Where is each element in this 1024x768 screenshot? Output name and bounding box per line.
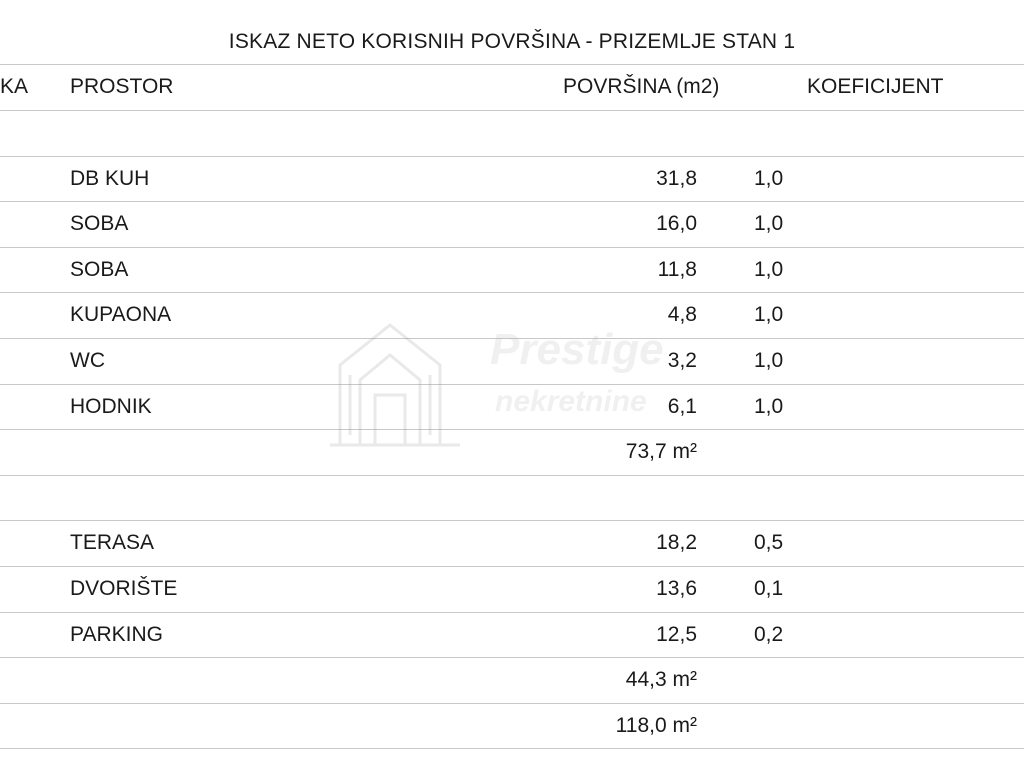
house-building-icon [330, 305, 470, 455]
koeficijent-cell: 1,0 [754, 303, 784, 326]
header-oznaka: KA [0, 75, 29, 98]
header-povrsina: POVRŠINA (m2) [563, 75, 720, 98]
table-divider [0, 338, 1024, 339]
koeficijent-cell: 1,0 [754, 349, 784, 372]
prostor-cell: HODNIK [70, 395, 152, 418]
povrsina-cell: 4,8 [667, 303, 697, 326]
table-divider [0, 201, 1024, 202]
koeficijent-cell: 0,2 [754, 623, 784, 646]
koeficijent-cell: 1,0 [754, 167, 784, 190]
page-title: ISKAZ NETO KORISNIH POVRŠINA - PRIZEMLJE STAN 1 [228, 30, 796, 53]
prostor-cell: DVORIŠTE [70, 577, 178, 600]
povrsina-cell: 16,0 [656, 212, 697, 235]
watermark-line1: Prestige [490, 325, 664, 374]
grand-total: 118,0 m² [615, 714, 697, 737]
povrsina-cell: 6,1 [667, 395, 697, 418]
table-divider [0, 156, 1024, 157]
header-prostor: PROSTOR [70, 75, 174, 98]
table-divider [0, 110, 1024, 111]
koeficijent-cell: 0,1 [754, 577, 784, 600]
koeficijent-cell: 1,0 [754, 258, 784, 281]
povrsina-cell: 12,5 [656, 623, 697, 646]
table-divider [0, 384, 1024, 385]
prostor-cell: KUPAONA [70, 303, 172, 326]
prostor-cell: SOBA [70, 212, 129, 235]
koeficijent-cell: 1,0 [754, 212, 784, 235]
prostor-cell: TERASA [70, 531, 155, 554]
povrsina-cell: 13,6 [656, 577, 697, 600]
subtotal-2: 44,3 m² [625, 668, 697, 691]
table-divider [0, 429, 1024, 430]
povrsina-cell: 31,8 [656, 167, 697, 190]
povrsina-cell: 11,8 [657, 258, 697, 281]
table-divider [0, 475, 1024, 476]
table-divider [0, 703, 1024, 704]
table-divider [0, 247, 1024, 248]
koeficijent-cell: 0,5 [754, 531, 784, 554]
povrsina-cell: 3,2 [667, 349, 697, 372]
watermark-line2: nekretnine [495, 385, 647, 418]
prostor-cell: PARKING [70, 623, 163, 646]
koeficijent-cell: 1,0 [754, 395, 784, 418]
povrsina-cell: 18,2 [656, 531, 697, 554]
table-divider [0, 748, 1024, 749]
prostor-cell: WC [70, 349, 105, 372]
prostor-cell: DB KUH [70, 167, 150, 190]
subtotal-1: 73,7 m² [625, 440, 697, 463]
header-koeficijent: KOEFICIJENT [807, 75, 944, 98]
prostor-cell: SOBA [70, 258, 129, 281]
